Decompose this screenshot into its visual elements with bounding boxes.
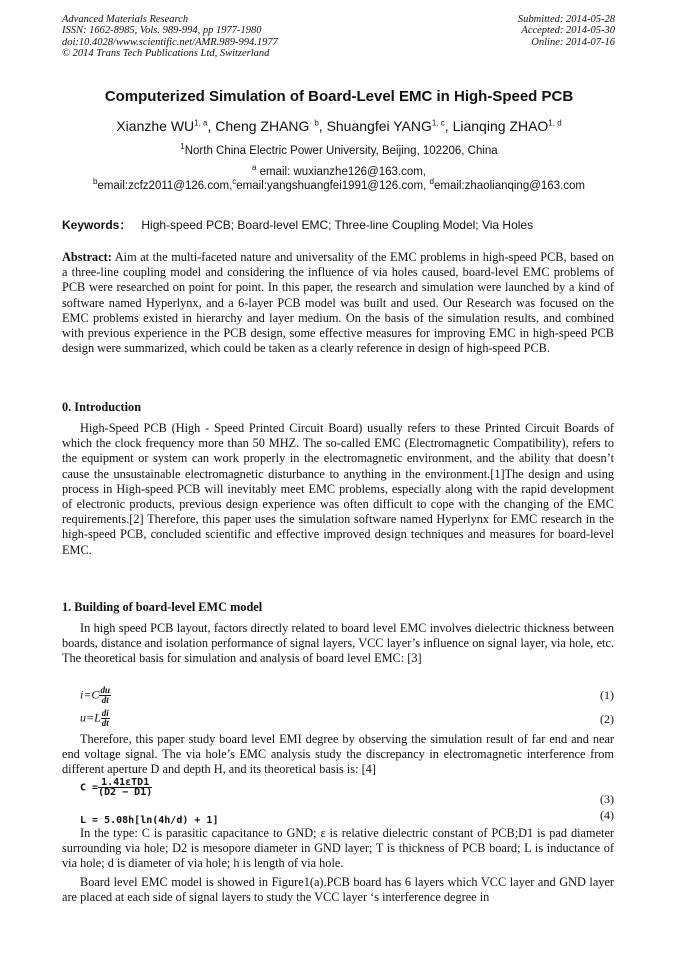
eq2-num: di — [101, 708, 109, 718]
online-date: Online: 2014-07-16 — [531, 36, 615, 48]
eq1-num: du — [100, 685, 110, 695]
dates-header — [518, 14, 615, 48]
section-1-heading: 1. Building of board-level EMC model — [62, 600, 263, 614]
email-sup: d — [429, 177, 434, 187]
email-d: email:zhaolianqing@163.com — [433, 180, 586, 192]
paper-title: Computerized Simulation of Board-Level EMC in High-Speed PCB — [104, 88, 574, 105]
equation-1-number: (1) — [600, 688, 614, 702]
equation-1 — [80, 686, 111, 705]
eq2-den: dt — [101, 718, 109, 728]
journal-name: Advanced Materials Research — [62, 14, 189, 25]
accepted-date: Accepted: 2014-05-30 — [521, 25, 615, 37]
affil-text: North China Electric Power University, Beijing, 102206, China — [184, 145, 498, 157]
doi-line: doi:10.4028/www.scientific.net/AMR.989-994.1977 — [62, 36, 278, 48]
section-0-heading: 0. Introduction — [62, 400, 142, 414]
author-name: Lianqing ZHAO — [452, 118, 549, 134]
abstract-text: Aim at the multi-faceted nature and universality of the EMC problems in high-speed PCB, based on a three-line coupling model and considering the influence of via holes caused, board-level EMC problems of PCB were researched on point for point. In this paper, the research and simulation were launched by a kind of software named Hyperlynx, and a 6-layer PCB model was built and used. Our Research was focused on the EMC problems existed in hierarchy and layer medium. On the basis of the simulation results, and combined with previous experience in the PCB design, some effective measures for improving EMC in high-speed PCB design were summarized, which could be taken as a clearly reference in design of high-speed PCB. — [62, 250, 614, 356]
email-c: email:yangshuangfei1991@126.com, — [236, 180, 430, 192]
affiliation — [0, 142, 678, 157]
equation-3 — [80, 778, 152, 797]
email-b: email:zcfz2011@126.com, — [97, 180, 233, 192]
equation-2 — [80, 709, 110, 728]
keywords-label: Keywords： — [62, 218, 132, 232]
affil-sup: 1 — [180, 142, 185, 152]
abstract-label: Abstract: — [62, 250, 112, 264]
section-1-para-3: In the type: C is parasitic capacitance to GND; ε is relative dielectric constant of PCB;D1 is pad diameter surrounding via hole; D2 is mesopore diameter in GND layer; T is thickness of PCB board; L is inductance of via hole; d is diameter of via hole; h is length of via hole. — [62, 826, 614, 871]
author-sup: · b — [309, 118, 319, 128]
email-a: email: wuxianzhe126@163.com, — [256, 166, 427, 178]
author-sup: 1, d — [548, 118, 562, 128]
eq3-num: 1.41εTD1 — [98, 778, 152, 788]
author-name: Xianzhe WU — [116, 118, 195, 134]
equation-3-number: (3) — [600, 792, 614, 806]
eq3-den: (D2 − D1) — [98, 787, 153, 798]
journal-header — [62, 14, 278, 60]
author-sup: 1, c — [431, 118, 445, 128]
submitted-date: Submitted: 2014-05-28 — [517, 14, 615, 25]
author-list: Xianzhe WU$^{1, a}$, Cheng $ZHANG^{\cdot b}$, Shuangfei YANG$^{1, c}$, Lianqing ZHAO$^{1, d}$ — [116, 118, 562, 134]
eq1-den: dt — [101, 695, 109, 705]
equation-2-number: (2) — [600, 712, 614, 726]
email-sup: b — [92, 177, 98, 187]
abstract — [62, 250, 614, 356]
email-sup: a — [251, 163, 257, 173]
section-1-para-4: Board level EMC model is showed in Figure1(a).PCB board has 6 layers which VCC layer and GND layer are placed at each side of signal layers to study the VCC layer ‘s interference degree in — [62, 875, 614, 905]
keywords-text: High-speed PCB; Board-level EMC; Three-line Coupling Model; Via Holes — [141, 218, 534, 232]
eq1-lhs: i=C — [80, 687, 100, 702]
author-name: Shuangfei YANG — [326, 118, 432, 134]
section-0-text: High-Speed PCB (High - Speed Printed Circuit Board) usually refers to these Printed Circuit Boards of which the clock frequency more than 50 MHZ. The so-called EMC (Electromagnetic Compatibility), refers to the equipment or system can work properly in the electromagnetic environment, and the ability that doesn’t cause the unsustainable electromagnetic disturbance to anything in the environment.[1]The design and using process in High-speed PCB will inevitably meet EMC problems, especially along with the rapid development of electronic products, previous design experience was often difficult to cope with the changing of the EMC requirements.[2] Therefore, this paper uses the simulation software named Hyperlynx for EMC research in the high-speed PCB, concluded scientific and effective improved design techniques and measures for board-level EMC. — [62, 421, 614, 557]
eq2-lhs: u=L — [80, 710, 101, 725]
copyright-line: © 2014 Trans Tech Publications Ltd, Switzerland — [62, 48, 270, 60]
eq4-text: L = 5.08h[ln(4h/d) + 1] — [80, 815, 219, 826]
section-1-para-2: Therefore, this paper study board level EMI degree by observing the simulation result of far end and near end voltage signal. The via hole’s EMC analysis study the discrepancy in electromagnetic interference from different aperture D and depth H, and its theoretical basis is: [4] — [62, 732, 614, 777]
issn-line: ISSN: 1662-8985, Vols. 989-994, pp 1977-1980 — [62, 25, 262, 37]
equation-4 — [80, 812, 218, 827]
eq3-lhs: C = — [80, 782, 99, 794]
email-line-1 — [0, 163, 678, 178]
author-sup: 1, a — [194, 118, 208, 128]
email-sup: c — [232, 177, 237, 187]
keywords — [62, 216, 533, 233]
email-line-2 — [0, 177, 678, 192]
equation-4-number: (4) — [600, 808, 614, 822]
author-name: Cheng ZHANG — [215, 118, 310, 134]
section-1-para-1: In high speed PCB layout, factors directly related to board level EMC involves dielectric thickness between boards, distance and isolation performance of signal layers, VCC layer’s influence on signal layer, via hole, etc. The theoretical basis for simulation and analysis of board level EMC: [3] — [62, 621, 614, 666]
